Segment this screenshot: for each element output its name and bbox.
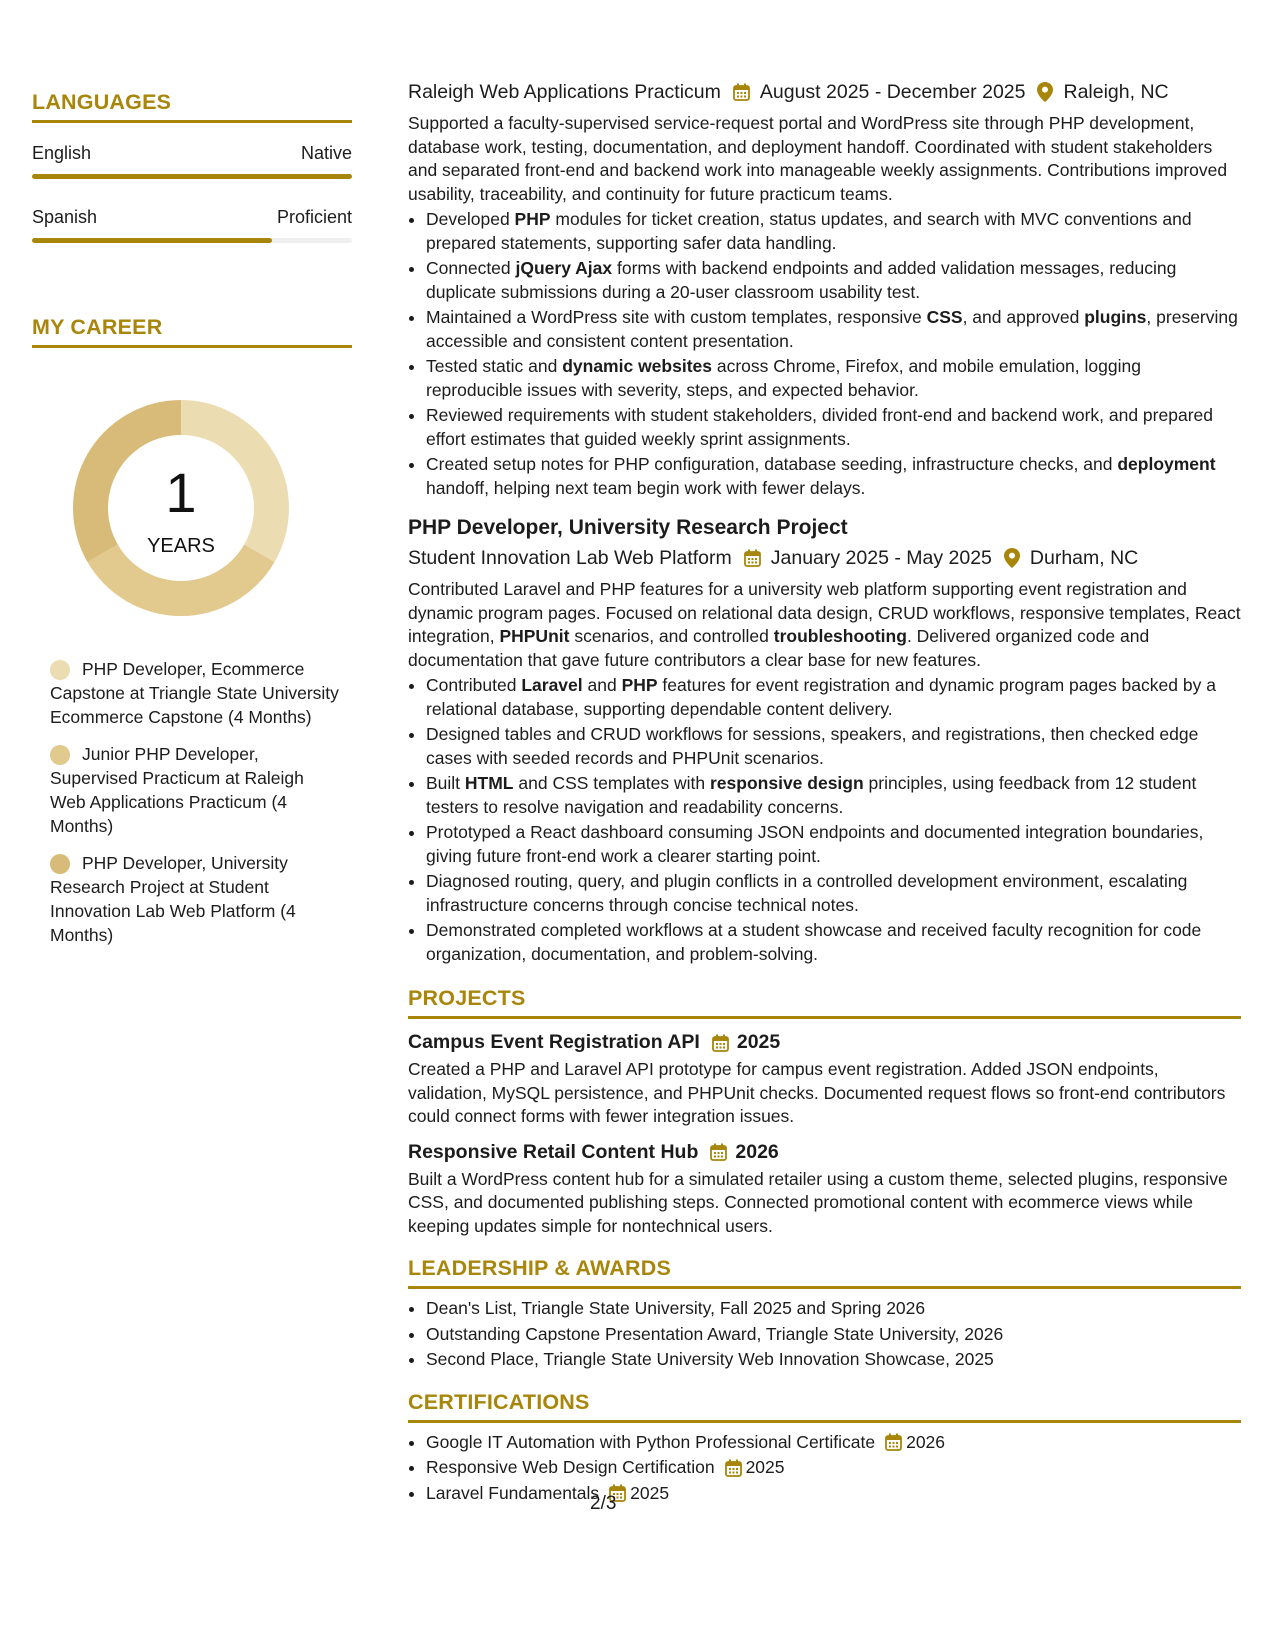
job-bullet: • Contributed Laravel and PHP features for event registration and dynamic program pages backed by a relational database, supporting dependable content delivery. [426,674,1241,721]
career-legend [50,657,340,947]
job-bullet: • Prototyped a React dashboard consuming JSON endpoints and documented integration boundaries, giving future front-end work a clearer starting point. [426,821,1241,868]
job-bullet: • Built HTML and CSS templates with responsive design principles, using feedback from 12 student testers to resolve navigation and readability concerns. [426,772,1241,819]
job-bullet: • Diagnosed routing, query, and plugin conflicts in a controlled development environment, escalating infrastructure concerns through concise technical notes. [426,870,1241,917]
projects-title: PROJECTS [408,986,1241,1019]
award-item: • Dean's List, Triangle State University, Fall 2025 and Spring 2026 [426,1297,1241,1321]
job-meta-line [408,544,1241,572]
language-bar-fill [32,174,352,179]
calendar-icon [712,1034,729,1052]
calendar-icon [744,549,761,567]
career-legend-label: PHP Developer, University Research Project at Student Innovation Lab Web Platform (4 Months) [50,853,296,945]
calendar-icon [725,1459,742,1477]
certification-year: 2025 [630,1482,670,1503]
project-item [408,1031,1241,1129]
language-level: Native [300,143,352,163]
career-legend-item [50,851,340,947]
language-item [32,143,352,179]
language-name: English [32,143,92,163]
job-bullet: • Tested static and dynamic websites across Chrome, Firefox, and mobile emulation, logging reproducible issues with severity, steps, and expected behavior. [426,355,1241,402]
experience-entry [408,516,1241,966]
award-item: • Second Place, Triangle State University Web Innovation Showcase, 2025 [426,1348,1241,1372]
certification-year: 2025 [745,1457,785,1477]
job-bullet: • Reviewed requirements with student stakeholders, divided front-end and backend work, and prepared effort estimates that guided weekly sprint assignments. [426,404,1241,451]
certification-item [426,1482,1241,1506]
career-legend-item [50,742,340,838]
right-column [408,78,1241,1507]
career-legend-item [50,657,340,729]
career-title: MY CAREER [32,315,352,348]
job-bullet: • Maintained a WordPress site with custom templates, responsive CSS, and approved plugins, preserving accessible and consistent content presentation. [426,306,1241,353]
calendar-icon [885,1433,902,1451]
job-bullet: • Designed tables and CRUD workflows for sessions, speakers, and registrations, then checked edge cases with seeded records and PHPUnit scenarios. [426,723,1241,770]
awards-title: LEADERSHIP & AWARDS [408,1256,1241,1289]
job-dates: August 2025 - December 2025 [759,80,1026,103]
job-bullet: • Developed PHP modules for ticket creation, status updates, and search with MVC conventions and prepared statements, supporting safer data handling. [426,208,1241,255]
project-year: 2026 [735,1140,779,1163]
job-title: PHP Developer, University Research Project [408,516,848,539]
left-column [32,90,352,960]
career-legend-label: PHP Developer, Ecommerce Capstone at Triangle State University Ecommerce Capstone (4 Months) [50,659,339,727]
calendar-icon [733,83,750,101]
legend-dot [50,854,70,874]
certification-name: • Responsive Web Design Certification [426,1457,715,1477]
career-total-unit: YEARS [147,535,215,557]
job-org: Student Innovation Lab Web Platform [408,546,732,569]
certification-item [426,1431,1241,1455]
certification-name: • Laravel Fundamentals [426,1482,600,1503]
location-pin-icon [1037,82,1053,102]
experience-entry [408,78,1241,500]
career-donut-chart [66,393,296,623]
project-item [408,1141,1241,1239]
legend-dot [50,745,70,765]
project-year: 2025 [736,1031,781,1053]
job-bullet: • Created setup notes for PHP configuration, database seeding, infrastructure checks, and deployment handoff, helping next team begin work with fewer delays. [426,453,1241,500]
certification-name: • Google IT Automation with Python Professional Certificate [426,1431,876,1452]
language-bar [32,238,352,243]
certification-year: 2026 [906,1431,946,1452]
career-total-value: 1 [165,461,197,524]
calendar-icon [710,1143,727,1161]
languages-list [32,143,352,243]
language-item [32,207,352,243]
certifications-title: CERTIFICATIONS [408,1390,1241,1423]
projects-list [408,1031,1241,1238]
job-location: Raleigh, NC [1063,80,1169,103]
certification-item [426,1456,1241,1480]
job-dates: January 2025 - May 2025 [770,546,992,569]
project-name: Responsive Retail Content Hub [408,1140,699,1163]
project-name: Campus Event Registration API [408,1031,700,1053]
job-bullet: • Demonstrated completed workflows at a student showcase and received faculty recognition for code organization, documentation, and problem-solving. [426,919,1241,966]
job-bullets [408,208,1241,500]
language-name: Spanish [32,207,98,227]
career-legend-label: Junior PHP Developer, Supervised Practicum at Raleigh Web Applications Practicum (4 Months) [50,744,304,836]
location-pin-icon [1004,548,1020,568]
job-org: Raleigh Web Applications Practicum [408,80,721,103]
job-bullets [408,674,1241,966]
language-level: Proficient [276,207,352,227]
job-summary: Contributed Laravel and PHP features for a university web platform supporting event registration and dynamic program pages. Focused on relational data design, CRUD workflows, responsive templates, React integration, PHPUnit scenarios, and controlled troubleshooting. Delivered organized code and documentation that gave future contributors a clear base for new features. [408,579,1241,670]
project-description: Created a PHP and Laravel API prototype for campus event registration. Added JSON endpoints, validation, MySQL persistence, and PHPUnit checks. Documented request flows so front-end contributors could connect forms with fewer integration issues. [408,1059,1226,1126]
language-bar [32,174,352,179]
job-bullet: • Connected jQuery Ajax forms with backend endpoints and added validation messages, reducing duplicate submissions during a 20-user classroom usability test. [426,257,1241,304]
job-meta-line [408,78,1241,106]
page-number: 2/3 [590,1493,617,1514]
language-bar-fill [32,238,272,243]
languages-title: LANGUAGES [32,90,352,123]
legend-dot [50,660,70,680]
project-description: Built a WordPress content hub for a simulated retailer using a custom theme, selected plugins, responsive CSS, and documented publishing steps. Connected promotional content with ecommerce views while keeping updates simple for nontechnical users. [408,1168,1228,1236]
award-item: • Outstanding Capstone Presentation Award, Triangle State University, 2026 [426,1323,1241,1347]
certifications-list [408,1431,1241,1506]
job-location: Durham, NC [1029,546,1139,569]
job-summary: Supported a faculty-supervised service-request portal and WordPress site through PHP development, database work, testing, documentation, and deployment handoff. Coordinated with student stakeholders and separated front-end and backend work into manageable weekly assignments. Contributions improved usability, traceability, and continuity for future practicum teams. [408,113,1228,204]
awards-list [408,1297,1241,1372]
